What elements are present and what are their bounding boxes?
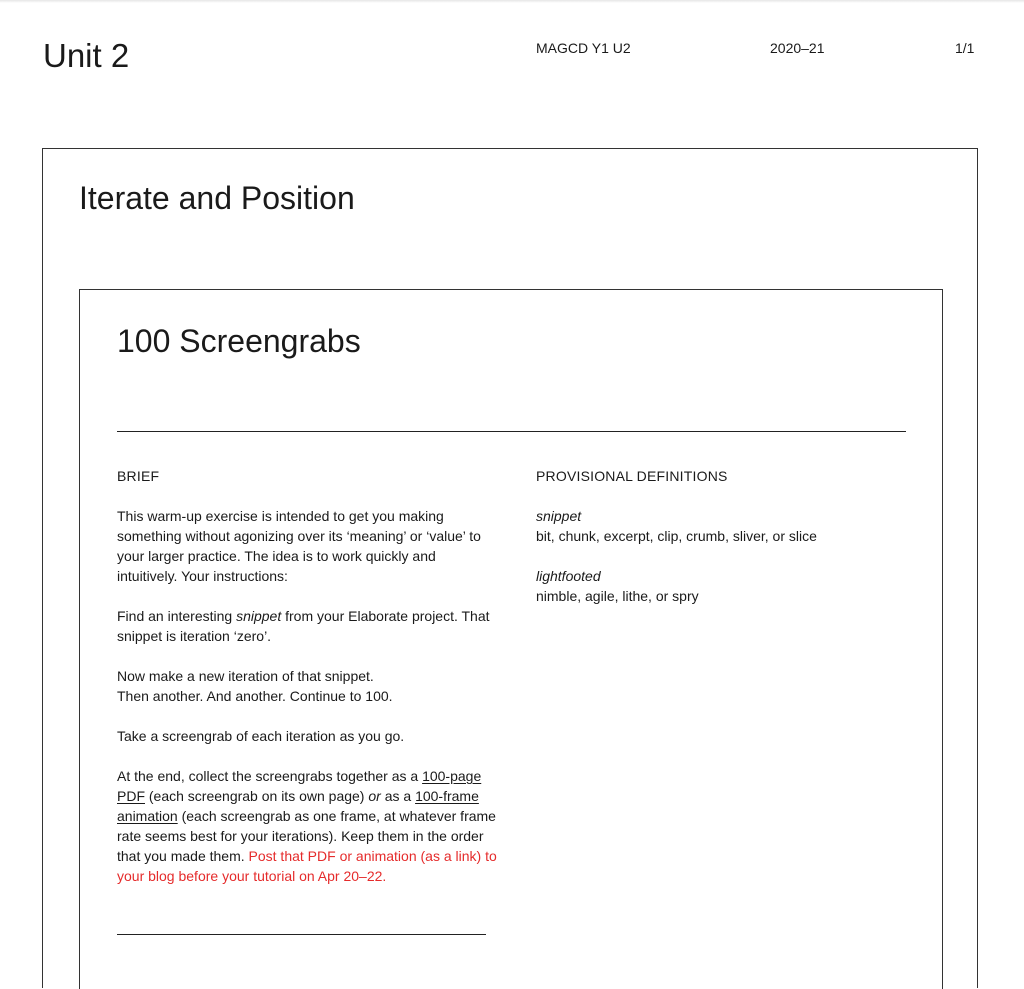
definition-text: bit, chunk, excerpt, clip, crumb, sliver, or slice — [536, 528, 817, 544]
definitions-heading: PROVISIONAL DEFINITIONS — [536, 468, 728, 484]
definition-term: snippet — [536, 508, 582, 524]
academic-year: 2020–21 — [770, 40, 825, 56]
brief-heading: BRIEF — [117, 468, 160, 484]
page-number: 1/1 — [955, 40, 975, 56]
animation-link[interactable]: 100-frame animation — [117, 788, 479, 824]
brief-step-snippet: Find an interesting snippet from your Elaborate project. That snippet is iteration ‘zero’. — [117, 608, 490, 644]
definitions-column — [536, 506, 916, 626]
deadline-notice: Post that PDF or animation (as a link) to your blog before your tutorial on Apr 20–22. — [117, 848, 497, 884]
section-title: Iterate and Position — [79, 180, 355, 216]
brief-divider — [117, 934, 486, 935]
brief-step-collect: At the end, collect the screengrabs together as a 100-page PDF (each screengrab on its own page) or as a 100-frame animation (each screengrab as one frame, at whatever frame rate seems best for your iterations). Keep them in the order that you made them. Post that PDF or animation (as a link) to your blog before your tutorial on Apr 20–22. — [117, 768, 497, 884]
snippet-emphasis: snippet — [236, 608, 282, 624]
title-divider — [117, 431, 906, 432]
assignment-title: 100 Screengrabs — [117, 323, 361, 359]
definition-term: lightfooted — [536, 568, 601, 584]
brief-intro: This warm-up exercise is intended to get you making something without agonizing over its ‘meaning’ or ‘value’ to your larger practice. The idea is to work quickly and intuitively. Your instructions: — [117, 508, 481, 584]
brief-step-iterate: Now make a new iteration of that snippet. Then another. And another. Continue to 100. — [117, 668, 393, 704]
course-code: MAGCD Y1 U2 — [536, 40, 631, 56]
brief-column — [117, 506, 497, 906]
definition-text: nimble, agile, lithe, or spry — [536, 588, 699, 604]
brief-step-screengrab: Take a screengrab of each iteration as you go. — [117, 728, 405, 744]
pdf-link[interactable]: 100-page PDF — [117, 768, 482, 804]
page-header-title: Unit 2 — [43, 37, 130, 74]
top-edge-shadow — [0, 0, 1024, 3]
